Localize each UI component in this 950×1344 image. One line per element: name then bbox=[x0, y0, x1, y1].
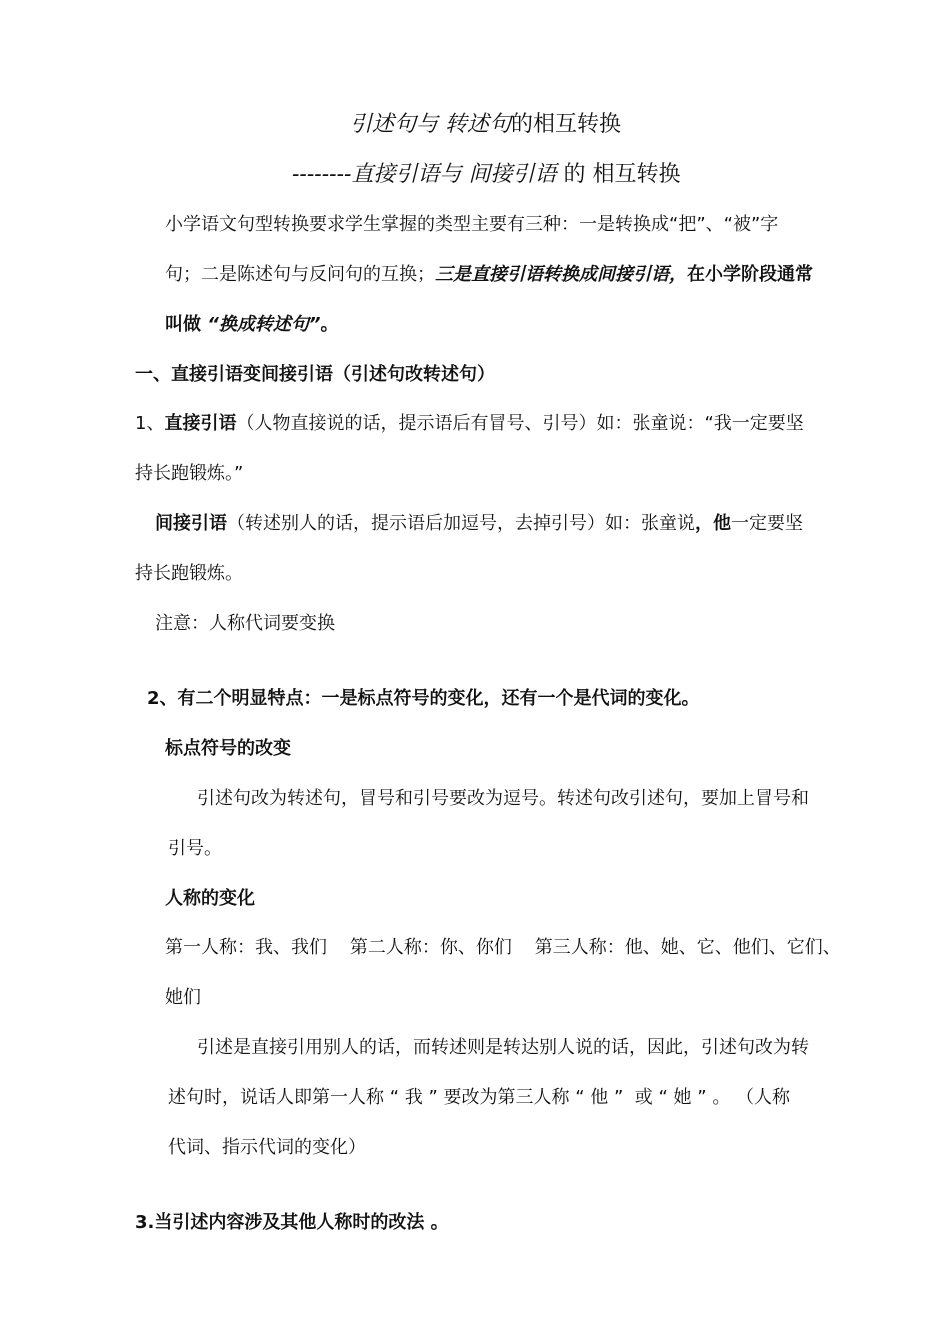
persons-line-1: 第一人称：我、我们 第二人称：你、你们 第三人称：他、她、它、他们、它们、 bbox=[165, 937, 841, 958]
definition-text: （转述别人的话，提示语后加逗号，去掉引号）如：张童说 bbox=[227, 513, 695, 534]
title-part: 的相互转换 bbox=[511, 112, 622, 137]
explain-line-2: 述句时，说话人即第一人称 “ 我 ” 要改为第三人称 “ 他 ” 或 “ 她 ” 。 （人称 bbox=[168, 1087, 791, 1108]
definition-text: 一定要坚 bbox=[731, 513, 803, 534]
punctuation-line-1: 引述句改为转述句，冒号和引号要改为逗号。转述句改引述句，要加上冒号和 bbox=[197, 788, 809, 809]
subtitle-part: 直接引语与 bbox=[351, 162, 462, 187]
definition-text: （人物直接说的话，提示语后有冒号、引号）如：张童说：“我一定要坚 bbox=[236, 413, 804, 434]
term-direct-speech: 直接引语 bbox=[164, 413, 237, 434]
intro-text: 叫做 bbox=[165, 314, 201, 335]
explain-line-3: 代词、指示代词的变化） bbox=[168, 1137, 366, 1158]
item-number: 1、 bbox=[135, 413, 165, 434]
subtitle-dashes: -------- bbox=[292, 162, 352, 187]
intro-quote: “换成转述句” bbox=[207, 314, 321, 335]
punctuation-line-2: 引号。 bbox=[168, 838, 222, 859]
section-1-heading: 一、直接引语变间接引语（引述句改转述句） bbox=[135, 364, 495, 385]
term-indirect-speech: 间接引语 bbox=[155, 513, 227, 534]
intro-emphasis: 三是直接引语转换成间接引语， bbox=[435, 264, 687, 285]
intro-line-1: 小学语文句型转换要求学生掌握的类型主要有三种：一是转换成“把”、“被”字 bbox=[165, 214, 779, 235]
indirect-speech-line-2: 持长跑锻炼。 bbox=[135, 563, 243, 584]
subtitle-part: 的 bbox=[563, 162, 586, 187]
note-text: 注意：人称代词要变换 bbox=[155, 613, 335, 634]
intro-text: 句；二是陈述句与反问句的互换； bbox=[165, 264, 435, 285]
doc-subtitle bbox=[292, 161, 681, 189]
title-part: 转述句 bbox=[445, 112, 512, 137]
sub-heading-punctuation: 标点符号的改变 bbox=[165, 738, 291, 759]
direct-speech-line-1 bbox=[135, 412, 804, 436]
section-2-heading: 2、有二个明显特点：一是标点符号的变化，还有一个是代词的变化。 bbox=[147, 688, 700, 709]
direct-speech-line-2: 持长跑锻炼。” bbox=[135, 463, 244, 484]
subtitle-part: 相互转换 bbox=[592, 162, 681, 187]
section-3-heading: 3.当引述内容涉及其他人称时的改法 。 bbox=[135, 1212, 449, 1233]
subtitle-part: 间接引语 bbox=[468, 162, 557, 187]
explain-line-1: 引述是直接引用别人的话，而转述则是转达别人说的话，因此，引述句改为转 bbox=[197, 1037, 809, 1058]
persons-line-2: 她们 bbox=[165, 987, 201, 1008]
pronoun-he: ，他 bbox=[695, 513, 731, 534]
intro-text: 。 bbox=[320, 314, 339, 335]
title-part: 引述句与 bbox=[350, 112, 439, 137]
intro-line-2 bbox=[165, 263, 813, 287]
indirect-speech-line-1 bbox=[155, 512, 803, 536]
doc-title bbox=[350, 111, 621, 139]
intro-line-3 bbox=[165, 313, 338, 337]
intro-bold: 在小学阶段通常 bbox=[687, 264, 813, 285]
sub-heading-person: 人称的变化 bbox=[165, 888, 255, 909]
